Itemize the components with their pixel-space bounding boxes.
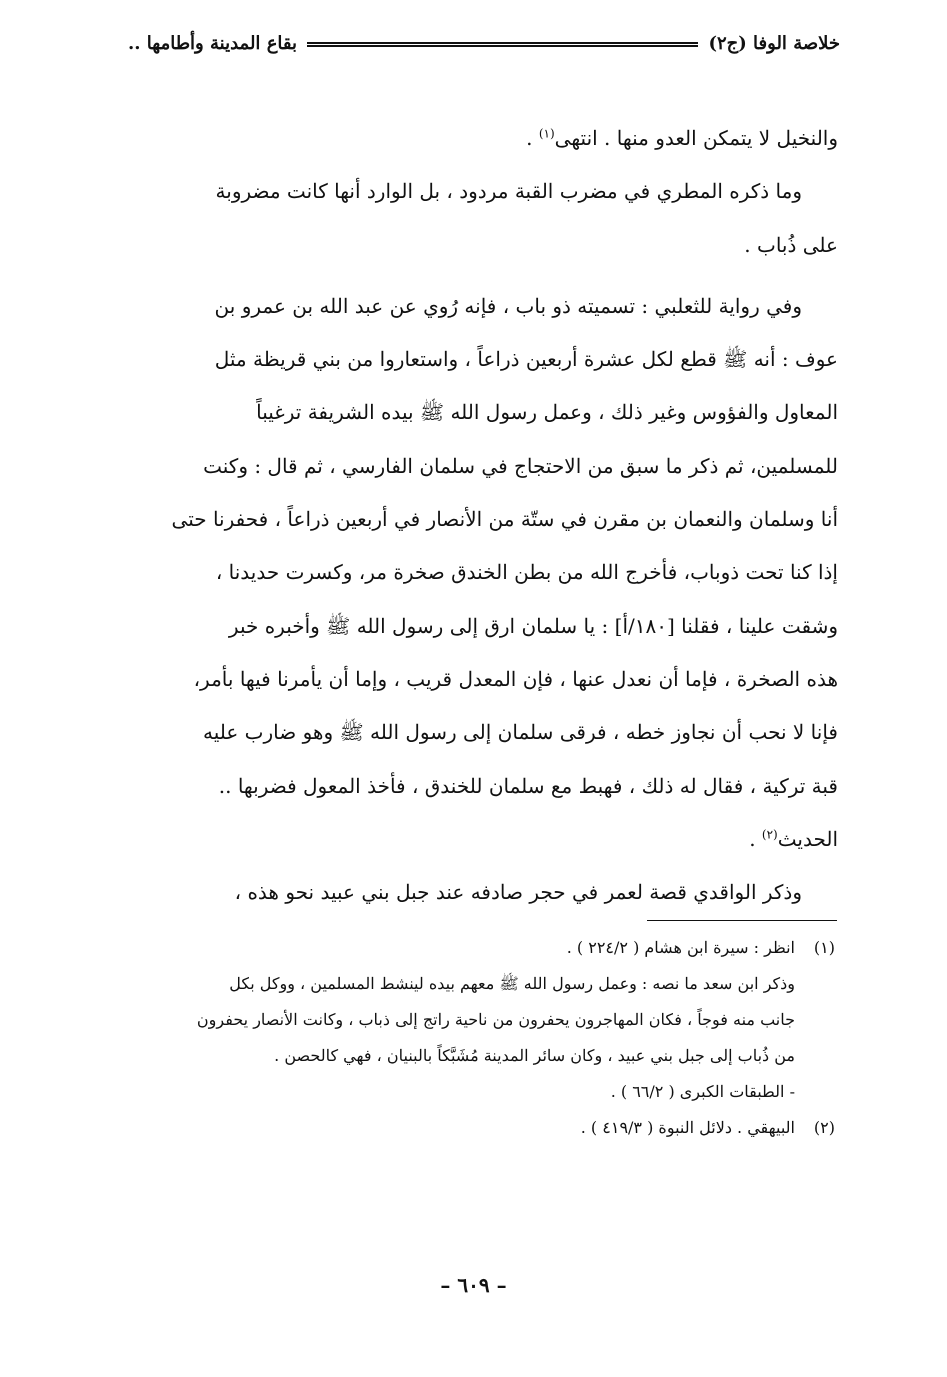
text-line: والنخيل لا يتمكن العدو منها . انتهى$^{(١)}$ . [526,126,838,150]
footnote-1-source: - الطبقات الكبرى ( ٦٦/٢ ) . [610,1082,795,1101]
footnote-1-text: وذكر ابن سعد ما نصه : وعمل رسول الله ﷺ معهم بيده لينشط المسلمين ، ووكل بكل [229,974,795,993]
text-line: المعاول والفؤوس وغير ذلك ، وعمل رسول الله ﷺ بيده الشريفة ترغيباً [256,400,838,425]
text-line: الحديث$^{(٢)}$ . [749,826,838,851]
chapter-title: بقاع المدينة وأطامها .. [128,33,298,54]
footnote-1-text: جانب منه فوجاً ، فكان المهاجرون يحفرون من ناحية راتج إلى ذباب ، وكانت الأنصار يحفرون [196,1010,795,1029]
footnote-separator [647,920,837,921]
header-rule [307,42,698,47]
text-line: على ذُباب . [744,232,838,257]
text-line: إذا كنا تحت ذوباب، فأخرج الله من بطن الخندق صخرة مر، وكسرت حديدنا ، [215,560,838,585]
text-line: للمسلمين، ثم ذكر ما سبق من الاحتجاج في سلمان الفارسي ، ثم قال : وكنت [203,453,838,478]
footnote-number: (٢) [813,1118,835,1137]
main-text [118,112,838,919]
footnote-1: (١)انظر : سيرة ابن هشام ( ٢٢٤/٢ ) . [130,930,835,966]
text-line: فإنا لا نحب أن نجاوز خطه ، فرقى سلمان إلى رسول الله ﷺ وهو ضارب عليه [203,720,838,745]
running-header [128,28,840,60]
footnote-ref[interactable]: (١) [538,126,555,141]
text-line: وفي رواية للثعلبي : تسميته ذو باب ، فإنه رُوي عن عبد الله بن عمرو بن [214,293,802,318]
footnote-2: (٢)البيهقي . دلائل النبوة ( ٤١٩/٣ ) . [130,1110,835,1146]
text-line: وشقت علينا ، فقلنا [١٨٠/أ] : يا سلمان ارق إلى رسول الله ﷺ وأخبره خبر [228,613,838,638]
footnotes [130,930,835,1146]
footnote-ref[interactable]: (٢) [761,827,778,842]
text-line: وذكر الواقدي قصة لعمر في حجر صادفه عند جبل بني عبيد نحو هذه ، [234,880,802,905]
footnote-number: (١) [813,938,835,957]
footnote-1-text: من ذُباب إلى جبل بني عبيد ، وكان سائر المدينة مُشَبَّكاً بالبنيان ، فهي كالحصن . [274,1046,795,1065]
text-line: هذه الصخرة ، فإما أن نعدل عنها ، فإن المعدل قريب ، وإما أن يأمرنا فيها بأمر، [193,666,838,691]
text-line: أنا وسلمان والنعمان بن مقرن في ستّة من الأنصار في أربعين ذراعاً ، فحفرنا حتى [171,507,838,532]
text-line: وما ذكره المطري في مضرب القبة مردود ، بل الوارد أنها كانت مضروبة [215,179,802,204]
text-line: قبة تركية ، فقال له ذلك ، فهبط مع سلمان للخندق ، فأخذ المعول فضربها .. [218,773,838,798]
page-number: – ٦٠٩ – [440,1273,507,1297]
book-title: خلاصة الوفا (ج٢) [708,33,840,54]
text-line: عوف : أنه ﷺ قطع لكل عشرة أربعين ذراعاً ، واستعاروا من بني قريظة مثل [214,347,838,372]
